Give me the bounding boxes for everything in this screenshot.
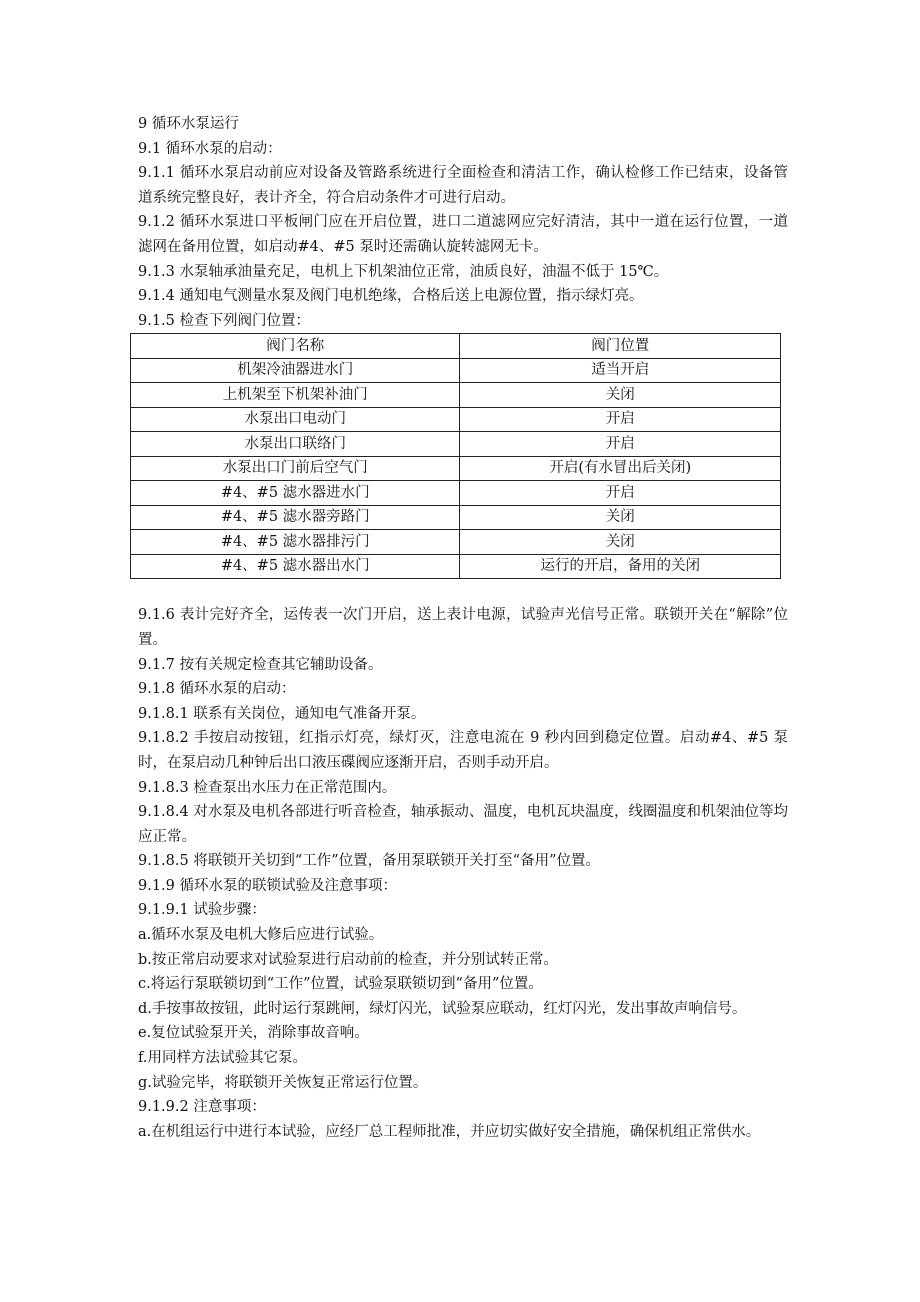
valve-position-cell: 关闭	[460, 530, 781, 555]
valve-position-cell: 关闭	[460, 505, 781, 530]
step-d: d.手按事故按钮，此时运行泵跳闸，绿灯闪光，试验泵应联动，红灯闪光，发出事故声响信号。	[138, 1000, 747, 1017]
valve-name-cell: 水泵出口门前后空气门	[131, 456, 460, 481]
section-9-1-9-1: 9.1.9.1 试验步骤：	[138, 902, 266, 919]
valve-position-cell: 开启	[460, 432, 781, 457]
table-header-row	[131, 334, 781, 359]
header-valve-name: 阀门名称	[131, 334, 460, 359]
section-9-1-8-2: 9.1.8.2 手按启动按钮，红指示灯亮，绿灯灭，注意电流在 9 秒内回到稳定位置。启动#4、#5 泵时，在泵启动几种钟后出口液压碟阀应逐渐开启，否则手动开启。	[138, 730, 788, 771]
valve-position-cell: 开启	[460, 481, 781, 506]
section-9-1-3: 9.1.3 水泵轴承油量充足，电机上下机架油位正常，油质良好，油温不低于 15℃。	[138, 263, 669, 280]
table-row	[131, 554, 781, 579]
step-g: g.试验完毕，将联锁开关恢复正常运行位置。	[138, 1074, 428, 1091]
section-9-1-8-3: 9.1.8.3 检查泵出水压力在正常范围内。	[138, 779, 397, 796]
valve-name-cell: #4、#5 滤水器排污门	[131, 530, 460, 555]
section-9-1-1: 9.1.1 循环水泵启动前应对设备及管路系统进行全面检查和清洁工作，确认检修工作已结束，设备管道系统完整良好，表计齐全，符合启动条件才可进行启动。	[138, 165, 788, 206]
table-row	[131, 456, 781, 481]
valve-position-cell: 适当开启	[460, 358, 781, 383]
table-row	[131, 407, 781, 432]
table-row	[131, 505, 781, 530]
table-row	[131, 481, 781, 506]
valve-name-cell: #4、#5 滤水器出水门	[131, 554, 460, 579]
section-9-1-5: 9.1.5 检查下列阀门位置：	[138, 312, 311, 329]
section-9-1-9-2: 9.1.9.2 注意事项：	[138, 1099, 266, 1116]
section-9-1-4: 9.1.4 通知电气测量水泵及阀门电机绝缘，合格后送上电源位置，指示绿灯亮。	[138, 288, 644, 305]
section-9-1-9: 9.1.9 循环水泵的联锁试验及注意事项：	[138, 877, 398, 894]
section-9-1-8-4: 9.1.8.4 对水泵及电机各部进行听音检查，轴承振动、温度，电机瓦块温度，线圈温度和机架油位等均应正常。	[138, 804, 788, 845]
step-a: a.循环水泵及电机大修后应进行试验。	[138, 927, 384, 944]
step-c: c.将运行泵联锁切到“工作”位置，试验泵联锁切到“备用”位置。	[138, 976, 543, 993]
valve-name-cell: 水泵出口电动门	[131, 407, 460, 432]
valve-name-cell: #4、#5 滤水器进水门	[131, 481, 460, 506]
note-a: a.在机组运行中进行本试验，应经厂总工程师批准，并应切实做好安全措施，确保机组正常供水。	[138, 1123, 761, 1140]
step-f: f.用同样方法试验其它泵。	[138, 1050, 307, 1067]
table-row	[131, 358, 781, 383]
section-9-1-6: 9.1.6 表计完好齐全，运传表一次门开启，送上表计电源，试验声光信号正常。联锁开关在“解除”位置。	[138, 607, 788, 648]
section-9-1-8-1: 9.1.8.1 联系有关岗位，通知电气准备开泵。	[138, 705, 426, 722]
section-9-1-8-5: 9.1.8.5 将联锁开关切到“工作”位置，备用泵联锁开关打至“备用”位置。	[138, 853, 600, 870]
valve-name-cell: 机架冷油器进水门	[131, 358, 460, 383]
section-9-1-2: 9.1.2 循环水泵进口平板闸门应在开启位置，进口二道滤网应完好清洁，其中一道在运行位置，一道滤网在备用位置，如启动#4、#5 泵时还需确认旋转滤网无卡。	[138, 214, 788, 255]
table-row	[131, 383, 781, 408]
valve-name-cell: 水泵出口联络门	[131, 432, 460, 457]
step-e: e.复位试验泵开关，消除事故音响。	[138, 1025, 369, 1042]
header-valve-position: 阀门位置	[460, 334, 781, 359]
table-row	[131, 432, 781, 457]
document-page	[138, 112, 788, 1144]
step-b: b.按正常启动要求对试验泵进行启动前的检查，并分别试转正常。	[138, 951, 558, 968]
valve-name-cell: #4、#5 滤水器旁路门	[131, 505, 460, 530]
valve-position-cell: 关闭	[460, 383, 781, 408]
section-9-1-8: 9.1.8 循环水泵的启动：	[138, 681, 296, 698]
valve-position-table	[130, 333, 781, 579]
valve-position-cell: 开启	[460, 407, 781, 432]
section-heading: 9 循环水泵运行	[138, 116, 239, 132]
section-9-1-7: 9.1.7 按有关规定检查其它辅助设备。	[138, 656, 383, 673]
valve-name-cell: 上机架至下机架补油门	[131, 383, 460, 408]
valve-position-cell: 开启(有水冒出后关闭)	[460, 456, 781, 481]
valve-position-cell: 运行的开启，备用的关闭	[460, 554, 781, 579]
table-row	[131, 530, 781, 555]
section-9-1: 9.1 循环水泵的启动：	[138, 140, 282, 157]
